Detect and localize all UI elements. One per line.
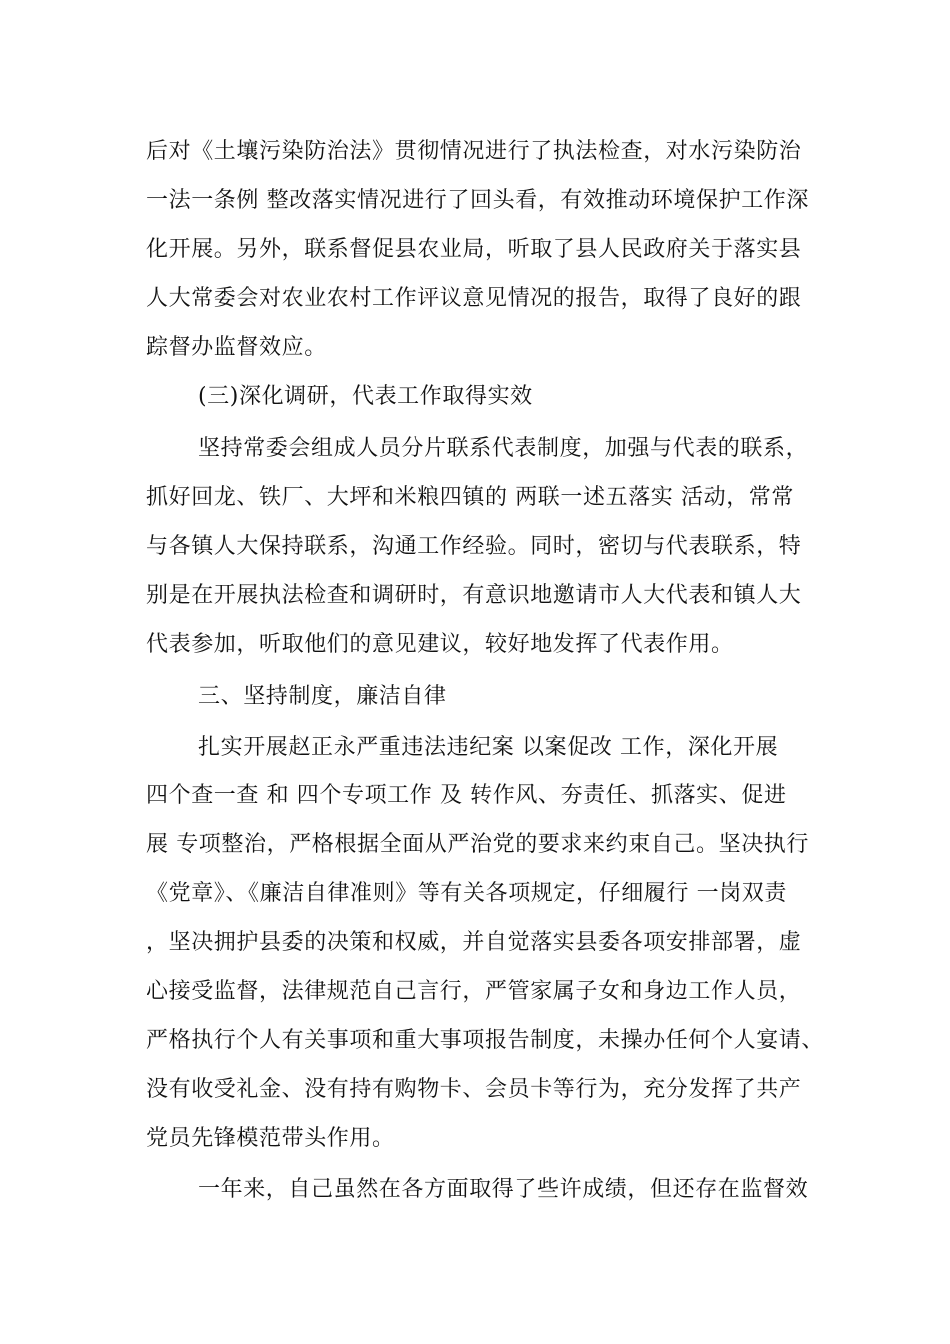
paragraph-line: 一法一条例 整改落实情况进行了回头看，有效推动环境保护工作深 [146,188,809,213]
paragraph-line: 四个查一查 和 四个专项工作 及 转作风、夯责任、抓落实、促进 [146,783,787,808]
paragraph-line: 《党章》、《廉洁自律准则》等有关各项规定，仔细履行 一岗双责 [146,881,787,906]
section-heading: 三、坚持制度，廉洁自律 [198,684,447,709]
paragraph-line: 人大常委会对农业农村工作评议意见情况的报告，取得了良好的跟 [146,286,802,311]
paragraph-line: 代表参加，听取他们的意见建议，较好地发挥了代表作用。 [146,632,734,657]
paragraph-line: 心接受监督，法律规范自己言行，严管家属子女和身边工作人员， [146,979,802,1004]
paragraph-line: 一年来，自己虽然在各方面取得了些许成绩，但还存在监督效 [198,1177,809,1202]
paragraph-line: 别是在开展执法检查和调研时，有意识地邀请市人大代表和镇人大 [146,583,802,608]
paragraph-line: 与各镇人大保持联系，沟通工作经验。同时，密切与代表联系，特 [146,534,802,559]
paragraph-line: 踪督办监督效应。 [146,335,327,360]
paragraph-line: 没有收受礼金、没有持有购物卡、会员卡等行为，充分发挥了共产 [146,1077,802,1102]
section-heading: (三)深化调研，代表工作取得实效 [198,384,533,409]
paragraph-line: 抓好回龙、铁厂、大坪和米粮四镇的 两联一述五落实 活动，常常 [146,485,794,510]
paragraph-line: 坚持常委会组成人员分片联系代表制度，加强与代表的联系， [198,436,809,461]
paragraph-line: 展 专项整治，严格根据全面从严治党的要求来约束自己。坚决执行 [146,832,809,857]
paragraph-line: ，坚决拥护县委的决策和权威，并自觉落实县委各项安排部署，虚 [146,930,802,955]
paragraph-line: 严格执行个人有关事项和重大事项报告制度，未操办任何个人宴请、 [146,1028,825,1053]
paragraph-line: 扎实开展赵正永严重违法违纪案 以案促改 工作，深化开展 [198,735,779,760]
paragraph-line: 党员先锋模范带头作用。 [146,1126,395,1151]
paragraph-line: 化开展。另外，联系督促县农业局，听取了县人民政府关于落实县 [146,237,802,262]
paragraph-line: 后对《土壤污染防治法》贯彻情况进行了执法检查，对水污染防治 [146,139,802,164]
